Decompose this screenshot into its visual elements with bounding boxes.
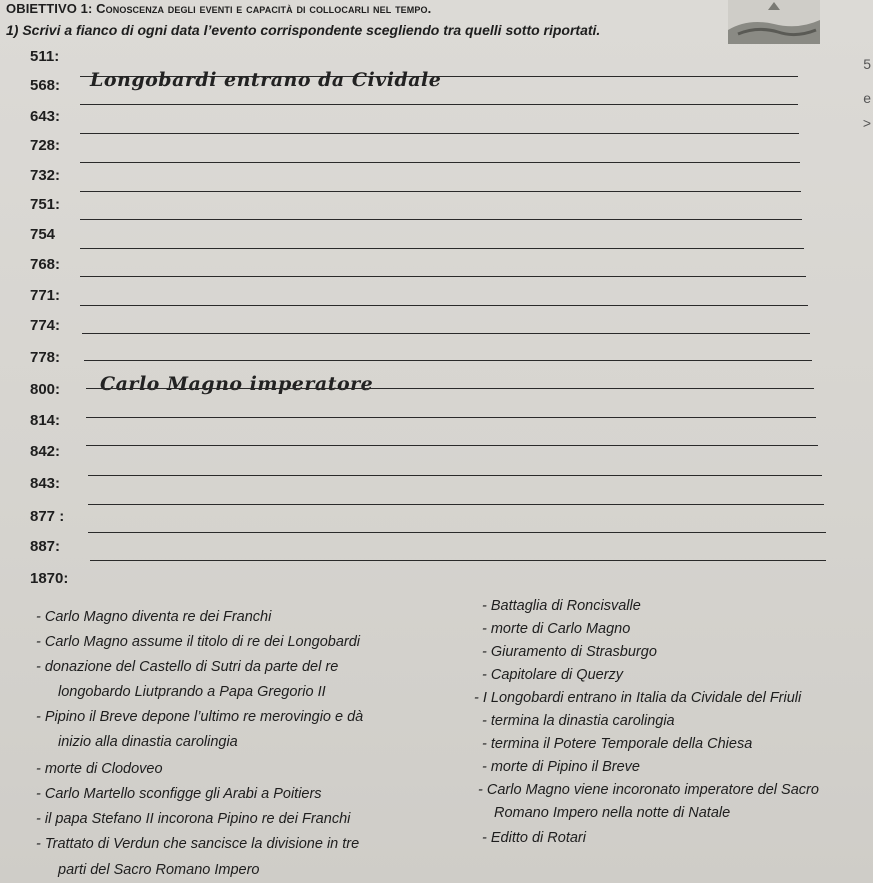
timeline-row xyxy=(0,412,873,442)
row-year: 643: xyxy=(30,108,61,125)
decorative-illustration xyxy=(728,0,820,44)
answer-line[interactable] xyxy=(80,133,799,134)
option-item: - Editto di Rotari xyxy=(482,830,586,846)
timeline-row xyxy=(0,226,873,256)
answer-line[interactable] xyxy=(86,388,814,389)
timeline-row xyxy=(0,508,873,538)
option-item: - Carlo Magno diventa re dei Franchi xyxy=(36,609,272,625)
option-item: - morte di Clodoveo xyxy=(36,761,163,777)
answer-line[interactable] xyxy=(80,305,808,306)
option-item: - Battaglia di Roncisvalle xyxy=(482,598,641,614)
option-item: longobardo Liutprando a Papa Gregorio II xyxy=(58,684,326,700)
row-year: 842: xyxy=(30,443,61,460)
timeline-row xyxy=(0,373,873,411)
answer-line[interactable] xyxy=(86,445,818,446)
row-year: 751: xyxy=(30,196,61,213)
row-year: 771: xyxy=(30,287,61,304)
edge-mark: > xyxy=(862,115,871,131)
exercise-instruction: 1) Scrivi a fianco di ogni data l’evento corrispondente scegliendo tra quelli sotto riportati. xyxy=(6,22,601,38)
timeline-row xyxy=(0,69,873,107)
row-year: 768: xyxy=(30,256,61,273)
answer-line[interactable] xyxy=(80,248,804,249)
edge-mark: e xyxy=(863,90,871,106)
timeline-row xyxy=(0,317,873,347)
row-year: 887: xyxy=(30,538,61,555)
option-item: - termina la dinastia carolingia xyxy=(482,713,675,729)
answer-line[interactable] xyxy=(84,360,812,361)
timeline-row xyxy=(0,443,873,473)
option-item: parti del Sacro Romano Impero xyxy=(58,862,260,878)
timeline-row xyxy=(0,475,873,505)
option-item: - morte di Carlo Magno xyxy=(482,621,631,637)
row-year: 877 : xyxy=(30,508,65,525)
option-item: - Carlo Magno assume il titolo di re dei Longobardi xyxy=(36,634,361,650)
option-item: - Capitolare di Querzy xyxy=(482,667,624,683)
timeline-row xyxy=(0,108,873,138)
row-year: 568: xyxy=(30,77,61,94)
option-item: - il papa Stefano II incorona Pipino re dei Franchi xyxy=(36,811,351,827)
handwritten-answer[interactable]: Longobardi entrano da Cividale xyxy=(90,69,442,91)
edge-mark: 5 xyxy=(863,56,871,72)
option-item: - termina il Potere Temporale della Chiesa xyxy=(482,736,753,752)
row-year: 800: xyxy=(30,381,61,398)
answer-line[interactable] xyxy=(80,104,798,105)
option-item: - morte di Pipino il Breve xyxy=(482,759,640,775)
timeline-row xyxy=(0,196,873,226)
answer-line[interactable] xyxy=(80,162,800,163)
option-item: inizio alla dinastia carolingia xyxy=(58,734,238,750)
answer-line[interactable] xyxy=(82,333,810,334)
row-year: 814: xyxy=(30,412,61,429)
answer-line[interactable] xyxy=(90,560,826,561)
objective-title xyxy=(6,1,431,16)
timeline-row xyxy=(0,167,873,197)
answer-line[interactable] xyxy=(86,417,816,418)
row-year: 728: xyxy=(30,137,61,154)
option-item: - I Longobardi entrano in Italia da Cividale del Friuli xyxy=(474,690,802,706)
row-year: 732: xyxy=(30,167,61,184)
answer-line[interactable] xyxy=(88,475,822,476)
timeline-row xyxy=(0,256,873,286)
timeline-row xyxy=(0,570,873,600)
row-year: 774: xyxy=(30,317,61,334)
row-year: 1870: xyxy=(30,570,69,587)
timeline-row xyxy=(0,538,873,568)
option-item: - Pipino il Breve depone l’ultimo re merovingio e dà xyxy=(36,709,364,725)
option-item: - Carlo Magno viene incoronato imperatore del Sacro xyxy=(478,782,819,798)
answer-line[interactable] xyxy=(88,504,824,505)
row-year: 754 xyxy=(30,226,56,243)
row-year: 778: xyxy=(30,349,61,366)
row-year: 511: xyxy=(30,48,60,65)
handwritten-answer[interactable]: Carlo Magno imperatore xyxy=(100,373,374,395)
answer-line[interactable] xyxy=(80,191,801,192)
timeline-row xyxy=(0,287,873,317)
timeline-row xyxy=(0,137,873,167)
option-item: Romano Impero nella notte di Natale xyxy=(494,805,731,821)
option-item: - Giuramento di Strasburgo xyxy=(482,644,657,660)
answer-line[interactable] xyxy=(80,276,806,277)
option-item: - Carlo Martello sconfigge gli Arabi a Poitiers xyxy=(36,786,322,802)
objective-text: Conoscenza degli eventi e capacità di collocarli nel tempo. xyxy=(96,1,432,16)
option-item: - Trattato di Verdun che sancisce la divisione in tre xyxy=(36,836,360,852)
row-year: 843: xyxy=(30,475,61,492)
objective-label: OBIETTIVO 1: xyxy=(6,1,93,16)
option-item: - donazione del Castello di Sutri da parte del re xyxy=(36,659,339,675)
answer-line[interactable] xyxy=(80,219,802,220)
answer-line[interactable] xyxy=(88,532,826,533)
